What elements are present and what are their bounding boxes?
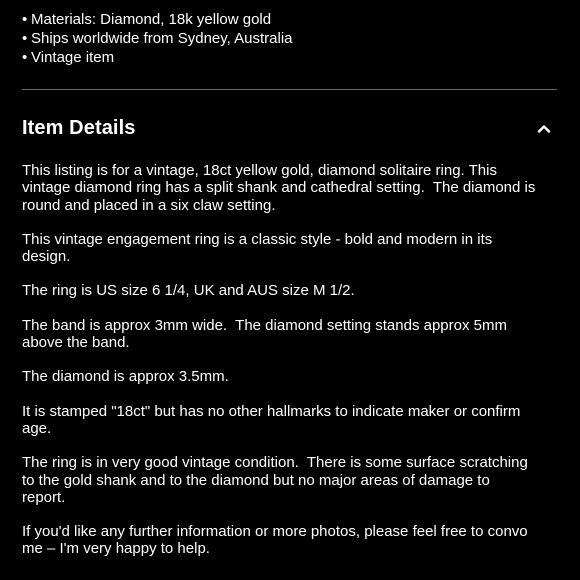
list-item xyxy=(22,29,293,48)
item-details-toggle[interactable] xyxy=(22,113,557,143)
description-paragraph: The ring is in very good vintage condition. There is some surface scratching to the gold shank and to the diamond but no major areas of damage to report. xyxy=(22,454,528,506)
bullet: • xyxy=(22,49,28,66)
list-item xyxy=(22,48,293,67)
section-divider xyxy=(22,89,557,90)
highlight-vintage: Vintage item xyxy=(31,49,115,66)
description-paragraph: The band is approx 3mm wide. The diamond setting stands approx 5mm above the band. xyxy=(22,316,507,352)
item-highlights-list xyxy=(22,10,293,67)
highlight-materials: Materials: Diamond, 18k yellow gold xyxy=(31,11,272,28)
description-paragraph: This listing is for a vintage, 18ct yellow gold, diamond solitaire ring. This vintage diamond ring has a split shank and cathedral setting. The diamond is round and placed in a six claw setting. xyxy=(22,162,536,214)
highlight-shipping: Ships worldwide from Sydney, Australia xyxy=(31,30,293,47)
section-title: Item Details xyxy=(22,116,136,139)
description-paragraph: This vintage engagement ring is a classic style - bold and modern in its design. xyxy=(22,230,493,266)
description-paragraph: It is stamped "18ct" but has no other hallmarks to indicate maker or confirm age. xyxy=(22,402,521,437)
description-paragraph: If you'd like any further information or more photos, please feel free to convo me – I'm very happy to help. xyxy=(22,523,528,558)
bullet: • xyxy=(22,30,28,47)
description-paragraph: The ring is US size 6 1/4, UK and AUS size M 1/2. xyxy=(22,282,355,300)
bullet: • xyxy=(22,11,28,28)
item-description xyxy=(22,162,562,575)
list-item xyxy=(22,10,293,29)
description-paragraph: The diamond is approx 3.5mm. xyxy=(22,368,229,386)
chevron-up-icon[interactable] xyxy=(531,115,557,141)
